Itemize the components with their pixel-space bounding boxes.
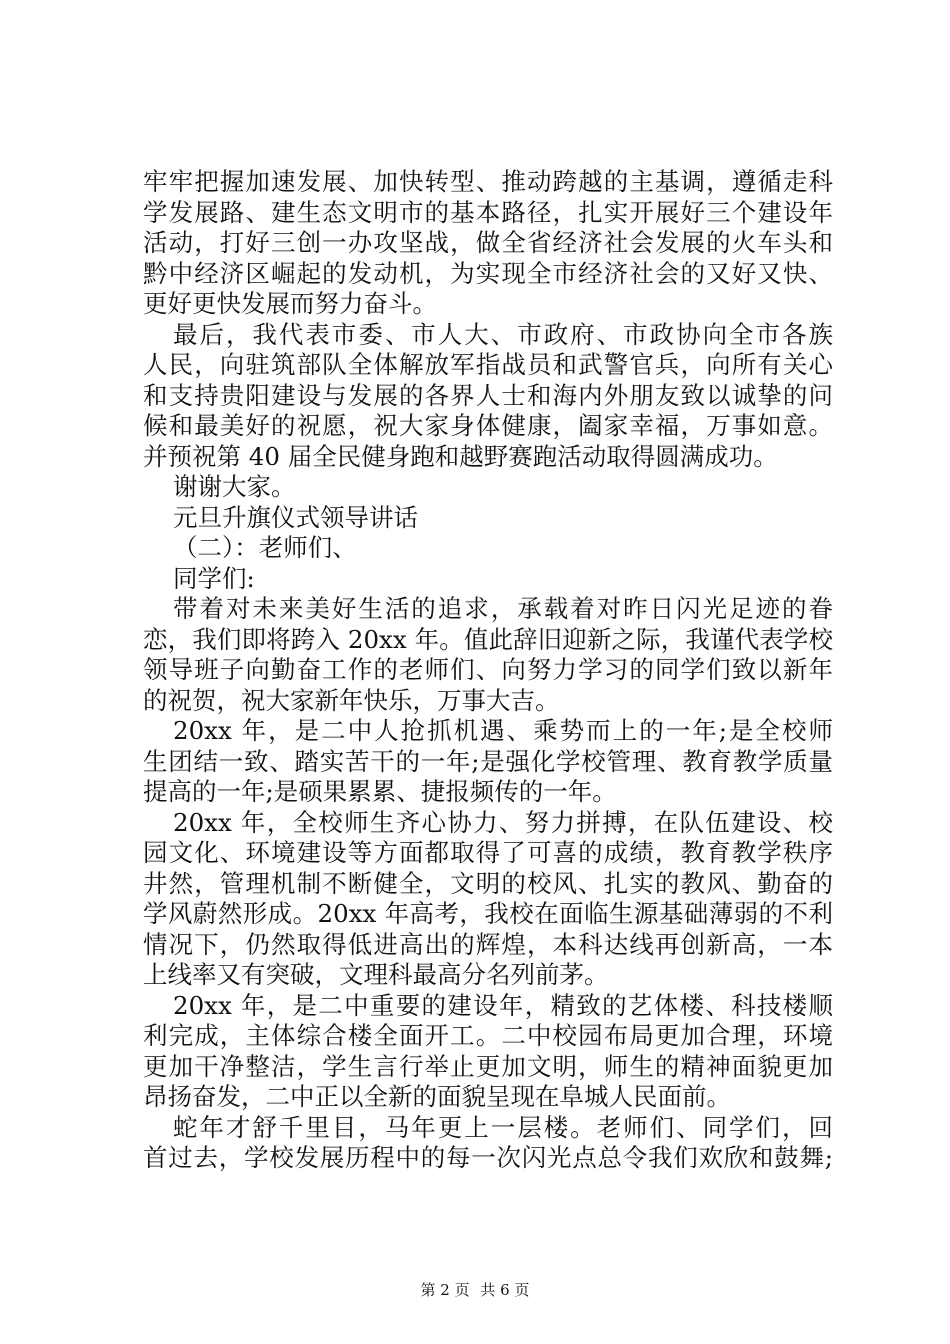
text-line: 的祝贺，祝大家新年快乐，万事大吉。 — [143, 685, 560, 715]
text-line: 更加干净整洁，学生言行举止更加文明，师生的精神面貌更加 — [143, 1051, 833, 1081]
text-line: 20xx 年，全校师生齐心协力、努力拼搏，在队伍建设、校 — [173, 807, 833, 837]
text-line: 领导班子向勤奋工作的老师们、向努力学习的同学们致以新年 — [143, 655, 833, 684]
text-line: 黔中经济区崛起的发动机，为实现全市经济社会的又好又快、 — [143, 258, 833, 288]
document-body — [143, 167, 833, 1174]
text-line: 带着对未来美好生活的追求，承载着对昨日闪光足迹的眷 — [173, 594, 833, 623]
text-line: 人民，向驻筑部队全体解放军指战员和武警官兵，向所有关心 — [143, 350, 833, 379]
text-line: 上线率又有突破，文理科最高分名列前茅。 — [143, 960, 609, 989]
text-line: 最后，我代表市委、市人大、市政府、市政协向全市各族 — [173, 319, 833, 349]
text-line: 牢牢把握加速发展、加快转型、推动跨越的主基调，遵循走科 — [143, 167, 833, 196]
page-total: 共 6 页 — [480, 1281, 530, 1299]
text-line: 20xx 年，是二中重要的建设年，精致的艺体楼、科技楼顺 — [173, 990, 833, 1020]
text-line: 候和最美好的祝愿，祝大家身体健康，阖家幸福，万事如意。 — [143, 411, 833, 440]
text-line: 活动，打好三创一办攻坚战，做全省经济社会发展的火车头和 — [143, 228, 833, 257]
text-line: 利完成，主体综合楼全面开工。二中校园布局更加合理，环境 — [143, 1021, 833, 1050]
text-line: 园文化、环境建设等方面都取得了可喜的成绩，教育教学秩序 — [143, 838, 833, 867]
text-line: 学风蔚然形成。20xx 年高考，我校在面临生源基础薄弱的不利 — [143, 899, 833, 928]
page-footer — [0, 1280, 950, 1300]
text-line: 生团结一致、踏实苦干的一年;是强化学校管理、教育教学质量 — [143, 746, 833, 776]
text-line: 更好更快发展而努力奋斗。 — [143, 289, 437, 318]
text-line: 井然，管理机制不断健全，文明的校风、扎实的教风、勤奋的 — [143, 868, 833, 898]
text-line: 并预祝第 40 届全民健身跑和越野赛跑活动取得圆满成功。 — [143, 441, 778, 471]
text-line: 首过去，学校发展历程中的每一次闪光点总令我们欢欣和鼓舞; — [143, 1143, 833, 1172]
text-line: 元旦升旗仪式领导讲话 — [173, 502, 418, 532]
page-number: 第 2 页 — [420, 1281, 470, 1299]
text-line: 恋，我们即将跨入 20xx 年。值此辞旧迎新之际，我谨代表学校 — [143, 624, 833, 654]
text-line: 谢谢大家。 — [173, 472, 296, 501]
text-line: 情况下，仍然取得低进高出的辉煌，本科达线再创新高，一本 — [143, 929, 833, 959]
text-line: 蛇年才舒千里目，马年更上一层楼。老师们、同学们，回 — [173, 1112, 833, 1142]
text-line: 学发展路、建生态文明市的基本路径，扎实开展好三个建设年 — [143, 197, 833, 227]
text-line: 同学们: — [173, 563, 255, 593]
text-line: 昂扬奋发，二中正以全新的面貌呈现在阜城人民面前。 — [143, 1082, 731, 1111]
text-line: （二）：老师们、 — [173, 533, 357, 562]
text-line: 20xx 年，是二中人抢抓机遇、乘势而上的一年;是全校师 — [173, 716, 833, 745]
text-line: 提高的一年;是硕果累累、捷报频传的一年。 — [143, 777, 617, 806]
text-line: 和支持贵阳建设与发展的各界人士和海内外朋友致以诚挚的问 — [143, 380, 833, 410]
